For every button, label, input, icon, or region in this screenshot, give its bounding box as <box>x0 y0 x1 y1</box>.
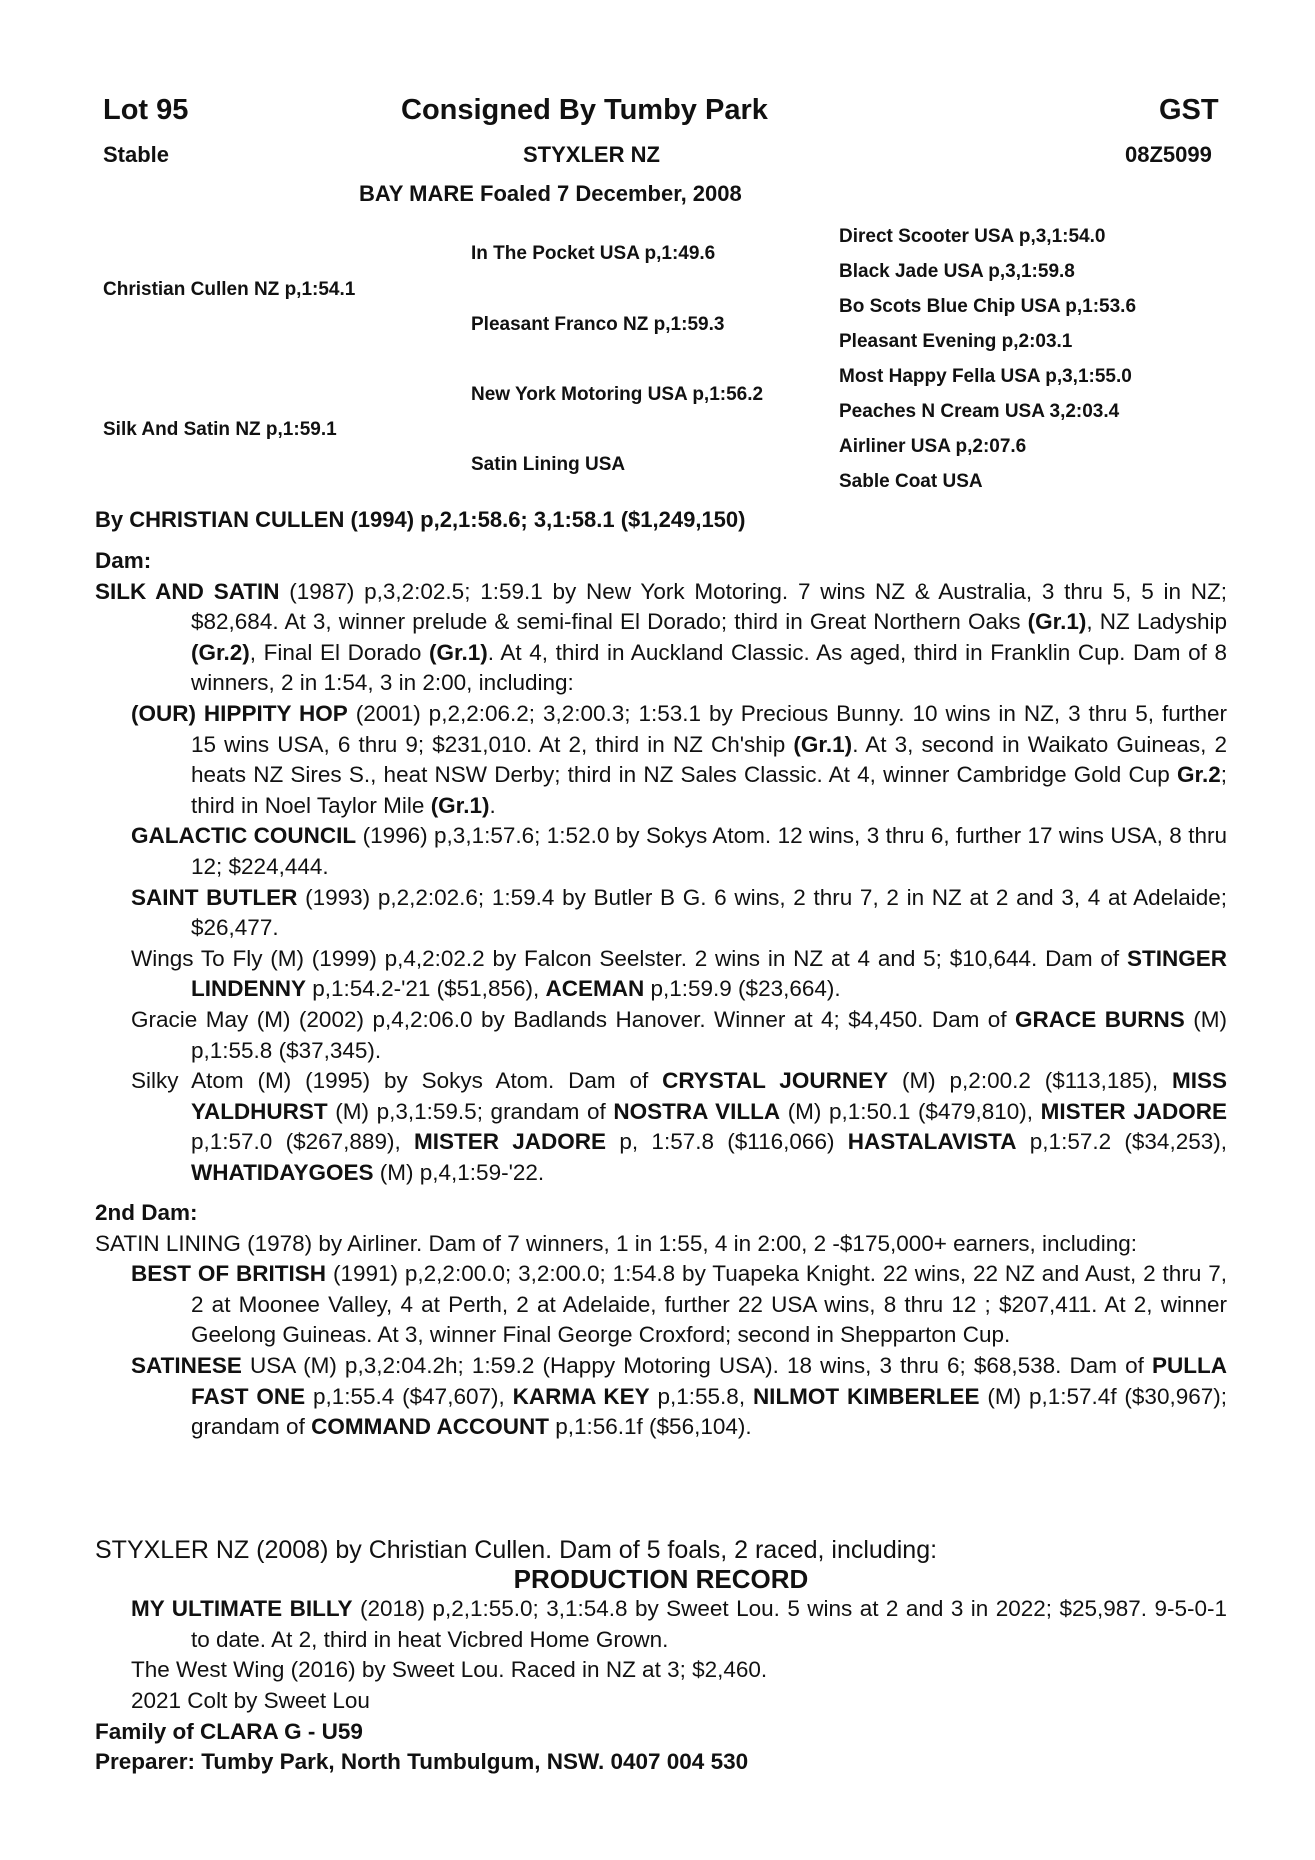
progeny-text: ; third in Noel Taylor Mile <box>191 762 1227 818</box>
consignor: Consigned By Tumby Park <box>401 94 768 126</box>
progeny-entry <box>95 1259 1227 1351</box>
pedigree-g3: Direct Scooter USA p,3,1:54.0 <box>839 226 1106 247</box>
progeny-name: CRYSTAL JOURNEY <box>662 1068 889 1094</box>
grade-label: (Gr.2) <box>191 639 250 665</box>
dam-name: SILK AND SATIN <box>95 578 280 604</box>
grade-label: (Gr.1) <box>428 639 488 665</box>
progeny-name: WHATIDAYGOES <box>191 1159 374 1185</box>
pedigree-sire: Christian Cullen NZ p,1:54.1 <box>103 279 356 300</box>
progeny-entry <box>95 1594 1227 1655</box>
grade-label: (Gr.1) <box>1027 609 1087 635</box>
grade-label: (Gr.1) <box>793 731 853 757</box>
progeny-text: (M) p,1:50.1 ($479,810), <box>780 1098 1041 1124</box>
progeny-text: (M) p,1:55.8 ($37,345). <box>191 1006 1227 1063</box>
pedigree-g3: Black Jade USA p,3,1:59.8 <box>839 261 1075 282</box>
progeny-text: p,1:55.8, <box>649 1383 753 1409</box>
dam-text: , NZ Ladyship <box>1086 609 1227 635</box>
progeny-text: (1996) p,3,1:57.6; 1:52.0 by Sokys Atom. 12 wins, 3 thru 6, further 17 wins USA, 8 thru 12; $224,444. <box>191 823 1227 879</box>
pedigree-g2: Pleasant Franco NZ p,1:59.3 <box>471 314 725 335</box>
pedigree-g3: Most Happy Fella USA p,3,1:55.0 <box>839 366 1132 387</box>
pedigree-g2: In The Pocket USA p,1:49.6 <box>471 243 716 264</box>
gst-label: GST <box>1159 94 1219 126</box>
pedigree-g3: Bo Scots Blue Chip USA p,1:53.6 <box>839 296 1137 317</box>
progeny-name: COMMAND ACCOUNT <box>311 1414 549 1440</box>
family-line: Family of CLARA G - U59 <box>95 1718 363 1744</box>
pedigree-g3: Sable Coat USA <box>839 471 983 492</box>
progeny-text: p,1:54.2-'21 ($51,856), <box>306 976 546 1002</box>
progeny-name: SAINT BUTLER <box>131 884 298 910</box>
progeny-text: . <box>489 792 496 818</box>
progeny-entry: The West Wing (2016) by Sweet Lou. Raced in NZ at 3; $2,460. <box>131 1657 768 1683</box>
progeny-text: p,1:57.0 ($267,889), <box>191 1129 414 1155</box>
progeny-name: ACEMAN <box>545 976 645 1002</box>
dam-text: , Final El Dorado <box>249 639 429 665</box>
stable-label: Stable <box>103 142 170 167</box>
progeny-text: p,1:57.2 ($34,253), <box>1016 1129 1227 1155</box>
progeny-text: (2001) p,2,2:06.2; 3,2:00.3; 1:53.1 by Precious Bunny. 10 wins in NZ, 3 thru 5, further 15 wins USA, 6 thru 9; $231,010. At 2, third in NZ Ch'ship <box>191 700 1227 757</box>
pedigree-g2: New York Motoring USA p,1:56.2 <box>471 384 764 405</box>
dam-section <box>95 546 1227 1188</box>
dam-text: (1987) p,3,2:02.5; 1:59.1 by New York Motoring. 7 wins NZ & Australia, 3 thru 5, 5 in NZ; $82,684. At 3, winner prelude & semi-final El Dorado; third in Great Northern Oaks <box>191 578 1228 635</box>
progeny-name: GRACE BURNS <box>1015 1006 1185 1032</box>
grade-label: (Gr.1) <box>430 792 490 818</box>
progeny-text: (1993) p,2,2:02.6; 1:59.4 by Butler B G. 6 wins, 2 thru 7, 2 in NZ at 2 and 3, 4 at Adelaide; $26,477. <box>191 884 1228 941</box>
pedigree-g2: Satin Lining USA <box>471 454 626 475</box>
progeny-text: . At 3, second in Waikato Guineas, 2 heats NZ Sires S., heat NSW Derby; third in NZ Sales Classic. At 4, winner Cambridge Gold Cup <box>191 731 1227 788</box>
progeny-name: MISTER JADORE <box>1040 1098 1227 1124</box>
progeny-name: MY ULTIMATE BILLY <box>131 1596 353 1622</box>
horse-code: 08Z5099 <box>1125 142 1212 167</box>
progeny-text: (2018) p,2,1:55.0; 3,1:54.8 by Sweet Lou. 5 wins at 2 and 3 in 2022; $25,987. 9-5-0-1 to date. At 2, third in heat Vicbred Home Grown. <box>191 1596 1227 1652</box>
progeny-entry <box>95 1066 1227 1188</box>
progeny-entry <box>95 944 1227 1005</box>
pedigree-g3: Peaches N Cream USA 3,2:03.4 <box>839 401 1120 422</box>
progeny-text: p,1:55.4 ($47,607), <box>305 1383 513 1409</box>
progeny-entry: 2021 Colt by Sweet Lou <box>131 1687 370 1713</box>
progeny-name: SATINESE <box>131 1352 242 1378</box>
sire-line: By CHRISTIAN CULLEN (1994) p,2,1:58.6; 3,1:58.1 ($1,249,150) <box>95 507 746 532</box>
progeny-name: NOSTRA VILLA <box>613 1098 781 1124</box>
progeny-name: (OUR) HIPPITY HOP <box>131 700 348 726</box>
progeny-entry <box>95 821 1227 882</box>
progeny-text: p,1:59.9 ($23,664). <box>644 976 841 1002</box>
horse-description: BAY MARE Foaled 7 December, 2008 <box>359 181 742 206</box>
progeny-name: STINGER LINDENNY <box>191 945 1227 1002</box>
dam-text: . At 4, third in Auckland Classic. As aged, third in Franklin Cup. Dam of 8 winners, 2 in 1:54, 3 in 2:00, including: <box>191 639 1227 696</box>
grade-label: Gr.2 <box>1176 762 1221 788</box>
progeny-text: (1991) p,2,2:00.0; 3,2:00.0; 1:54.8 by Tuapeka Knight. 22 wins, 22 NZ and Aust, 2 thru 7, 2 at Moonee Valley, 4 at Perth, 2 at Adelaide, further 22 USA wins, 8 thru 12 ; $207,411. At 2, winner Geelong Guineas. At 3, winner Final George Croxford; second in Shepparton Cup. <box>191 1261 1227 1348</box>
progeny-name: HASTALAVISTA <box>847 1129 1017 1155</box>
pedigree-g3: Pleasant Evening p,2:03.1 <box>839 331 1073 352</box>
preparer-line: Preparer: Tumby Park, North Tumbulgum, NSW. 0407 004 530 <box>95 1749 749 1775</box>
production-intro: STYXLER NZ (2008) by Christian Cullen. Dam of 5 foals, 2 raced, including: <box>95 1536 938 1564</box>
progeny-name: PULLA FAST ONE <box>191 1352 1227 1409</box>
progeny-entry <box>95 883 1227 944</box>
progeny-entry <box>95 1351 1227 1443</box>
progeny-name: GALACTIC COUNCIL <box>131 823 357 849</box>
progeny-text: USA (M) p,3,2:04.2h; 1:59.2 (Happy Motoring USA). 18 wins, 3 thru 6; $68,538. Dam of <box>241 1352 1152 1378</box>
pedigree-g3: Airliner USA p,2:07.6 <box>839 436 1027 457</box>
dam-paragraph <box>95 577 1227 699</box>
progeny-entry <box>95 699 1227 821</box>
production-section <box>95 1535 1227 1778</box>
progeny-name: BEST OF BRITISH <box>131 1261 327 1287</box>
progeny-text: p, 1:57.8 ($116,066) <box>606 1129 848 1155</box>
horse-name: STYXLER NZ <box>523 142 660 167</box>
progeny-text: (M) p,3,1:59.5; grandam of <box>327 1098 614 1124</box>
progeny-text: (M) p,1:57.4f ($30,967); grandam of <box>191 1383 1227 1440</box>
second-dam-section <box>95 1198 1227 1443</box>
progeny-text: (M) p,4,1:59-'22. <box>373 1159 545 1185</box>
progeny-name: MISS YALDHURST <box>191 1068 1228 1124</box>
second-dam-label: 2nd Dam: <box>95 1200 198 1225</box>
progeny-text: p,1:56.1f ($56,104). <box>548 1414 752 1440</box>
progeny-entry <box>95 1005 1227 1066</box>
progeny-text: Silky Atom (M) (1995) by Sokys Atom. Dam of <box>131 1068 663 1094</box>
lot-number: Lot 95 <box>103 94 189 126</box>
second-dam-paragraph: SATIN LINING (1978) by Airliner. Dam of 7 winners, 1 in 1:55, 4 in 2:00, 2 -$175,000+ earners, including: <box>95 1230 1138 1256</box>
progeny-text: Wings To Fly (M) (1999) p,4,2:02.2 by Falcon Seelster. 2 wins in NZ at 4 and 5; $10,644. Dam of <box>131 945 1127 971</box>
progeny-name: KARMA KEY <box>512 1383 650 1409</box>
progeny-name: NILMOT KIMBERLEE <box>752 1383 980 1409</box>
progeny-name: MISTER JADORE <box>414 1129 607 1155</box>
progeny-text: Gracie May (M) (2002) p,4,2:06.0 by Badlands Hanover. Winner at 4; $4,450. Dam of <box>131 1006 1016 1032</box>
progeny-text: (M) p,2:00.2 ($113,185), <box>888 1068 1172 1094</box>
pedigree-dam: Silk And Satin NZ p,1:59.1 <box>103 419 337 440</box>
production-title: PRODUCTION RECORD <box>513 1563 809 1594</box>
dam-label: Dam: <box>95 548 152 573</box>
